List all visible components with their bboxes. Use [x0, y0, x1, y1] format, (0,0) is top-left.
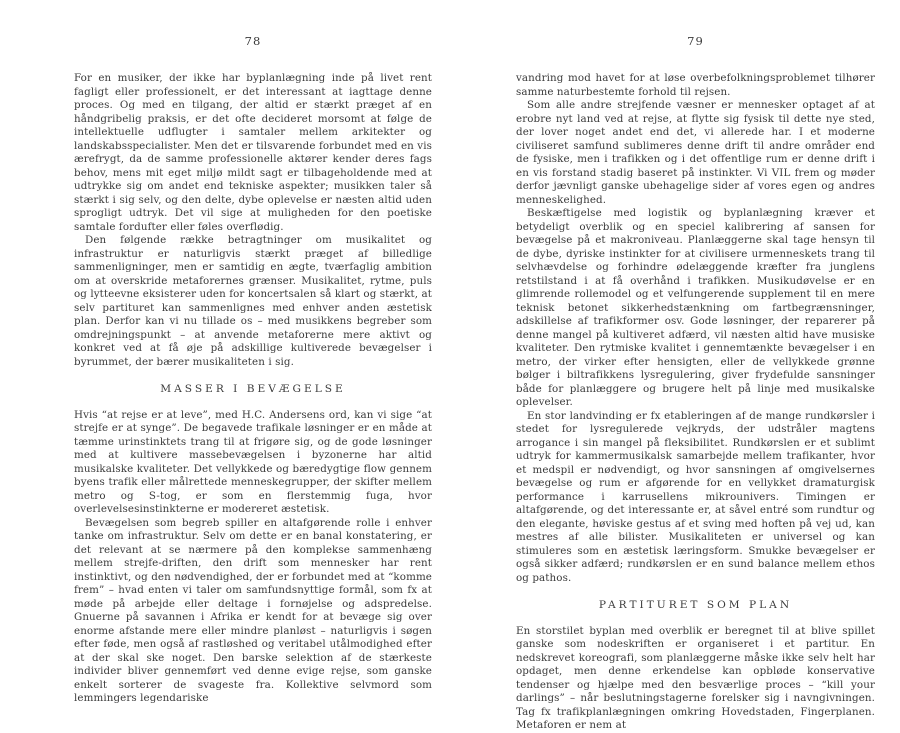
body-paragraph: For en musiker, der ikke har byplanlægning inde på livet rent fagligt eller professionelt, er det interessant at iagttage denne proces. Og med en tilgang, der altid er stærkt præget af en håndgribelig praksis, er det ofte decideret morsomt at følge de intellektuelle udflugter i samtaler mellem arkitekter og landskabsspecialister. Men det er tilsvarende forbundet med en vis ærefrygt, da de samme professionelle aktører kender deres fags behov, mens mit eget miljø mildt sagt er tilbageholdende med at udtrykke sig om andet end tekniske aspekter; musikken taler så stærkt i sig selv, og den delte, dybe oplevelse er næsten altid uden sprogligt udtryk. Det vil sige at muligheden for den poetiske samtale fordufter eller føles overflødig.	[74, 72, 432, 233]
body-paragraph: Den følgende række betragtninger om musikalitet og infrastruktur er naturligvis stærkt præget af billedlige sammenligninger, men er samtidig en ægte, tværfaglig ambition om at overskride metaforernes grænser. Musikalitet, rytme, puls og lytteevne eksisterer uden for koncertsalen så klart og stærkt, at selv partituret kan sammenlignes med enhver anden æstetisk plan. Derfor kan vi nu tillade os – med musikkens begreber som omdrejningspunkt – at anvende metaforerne mere aktivt og konkret ved at få øje på adskillige kultiverede bevægelser i byrummet, der bærer musikaliteten i sig.	[74, 234, 433, 368]
body-paragraph: Beskæftigelse med logistik og byplanlægning kræver et betydeligt overblik og en speciel kalibrering af sansen for bevægelse på et makroniveau. Planlæggerne skal tage hensyn til de dybe, dyriske instinkter for at civilisere urmenneskets trang til selvhævdelse og forhindre ødelæggende kræfter fra junglens retstilstand i at få overhånd i trafikken. Musikudøvelse er en glimrende rollemodel og et velfungerende supplement til en mere teknisk betonet sikkerhedstænkning om fartbegrænsninger, adskillelse af trafikformer osv. Gode løsninger, der reparerer på denne mangel på kultiveret adfærd, vil næsten altid have musiske kvaliteter. Den rytmiske kvalitet i gennemtænkte bevægelser i en metro, der virker efter hensigten, eller de vellykkede grønne bølger i biltrafikkens lysregulering, giver frydefulde sansninger både for planlæggere og brugere helt på linje med musikalske oplevelser.	[516, 207, 875, 408]
page-78-body	[74, 72, 432, 706]
page-79	[516, 0, 875, 733]
body-paragraph: En stor landvinding er fx etableringen af de mange rundkørsler i stedet for lysregulerede vejkryds, der udstråler magtens arrogance i sin mangel på fleksibilitet. Rundkørslen er et sublimt udtryk for kammermusikalsk samarbejde mellem trafikanter, hvor et medspil er nødvendigt, og hvor sansningen af omgivelsernes bevægelse og rum er afgørende for en vellykket dramaturgisk performance i karrusellens mikrounivers. Timingen er altafgørende, og det interessante er, at såvel entré som rundtur og den elegante, høviske gestus af et sving med hoften på vej ud, kan mestres af alle bilister. Musikaliteten er universel og kan stimuleres som en æstetisk læringsform. Smukke bevægelser er også sikker adfærd; rundkørslen er en sund balance mellem ethos og pathos.	[516, 409, 875, 584]
page-79-body	[516, 72, 875, 733]
section-heading-masser-i-bevaegelse: MASSER I BEVÆGELSE	[160, 383, 346, 395]
page-number-left: 78	[244, 34, 262, 48]
body-paragraph: En storstilet byplan med overblik er beregnet til at blive spillet ganske som nodeskriften er organiseret i et partitur. En nedskrevet koreografi, som planlæggerne måske ikke selv helt har opdaget, men denne erkendelse kan opbløde konservative tendenser og hjælpe med den besværlige proces – “kill your darlings” – når beslutningstagerne forelsker sig i navngivningen. Tag fx trafikplanlægningen omkring Hovedstaden, Fingerplanen. Metaforen er nem at	[516, 624, 875, 731]
section-heading-partituret-som-plan: PARTITURET SOM PLAN	[598, 599, 793, 611]
body-paragraph: Hvis “at rejse er at leve”, med H.C. Andersens ord, kan vi sige “at strejfe er at synge”. De begavede trafikale løsninger er en måde at tæmme urinstinktets trang til at frigøre sig, og de gode løsninger med at kultivere massebevægelsen i byzonerne har altid musikalske kvaliteter. Det vellykkede og bæredygtige flow gennem byens trafik eller målrettede menneskegrupper, der skifter mellem metro og S-tog, er som en flerstemmig fuga, hvor overlevelsesinstinkterne er modereret æstetisk.	[74, 408, 432, 515]
page-number-right: 79	[687, 34, 704, 48]
body-paragraph: vandring mod havet for at løse overbefolkningsproblemet tilhører samme naturbestemte forhold til rejsen.	[516, 72, 875, 98]
page-78	[74, 0, 432, 706]
body-paragraph: Bevægelsen som begreb spiller en altafgørende rolle i enhver tanke om infrastruktur. Selv om dette er en banal konstatering, er det relevant at se nærmere på den komplekse sammenhæng mellem strejfe-driften, den drift som mennesker har rent instinktivt, og den nødvendighed, der er forbundet med at “komme frem” – hvad enten vi taler om samfundsnyttige formål, som fx at møde på arbejde eller deltage i fornøjelse og adspredelse. Gnuerne på savannen i Afrika er kendt for at bevæge sig over enorme afstande mere eller mindre planløst – naturligvis i søgen efter føde, men også af rastløshed og veritabel utålmodighed efter at der skal ske noget. Den barske selektion af de stærkeste individer bliver gennemført ved denne evige rejse, som ganske enkelt sorterer de svageste fra. Kollektive selvmord som lemmingers legendariske	[74, 516, 432, 704]
body-paragraph: Som alle andre strejfende væsner er mennesker optaget af at erobre nyt land ved at rejse, at flytte sig fysisk til dette nye sted, der lover noget andet end det, vi allerede har. I et moderne civiliseret samfund sublimeres denne drift til andre områder end de fysiske, men i trafikken og i det offentlige rum er denne drift i en vis forstand stadig baseret på instinkter. Vi VIL frem og møder derfor jævnligt ganske ubehagelige sider af vores egen og andres menneskelighed.	[516, 99, 875, 206]
